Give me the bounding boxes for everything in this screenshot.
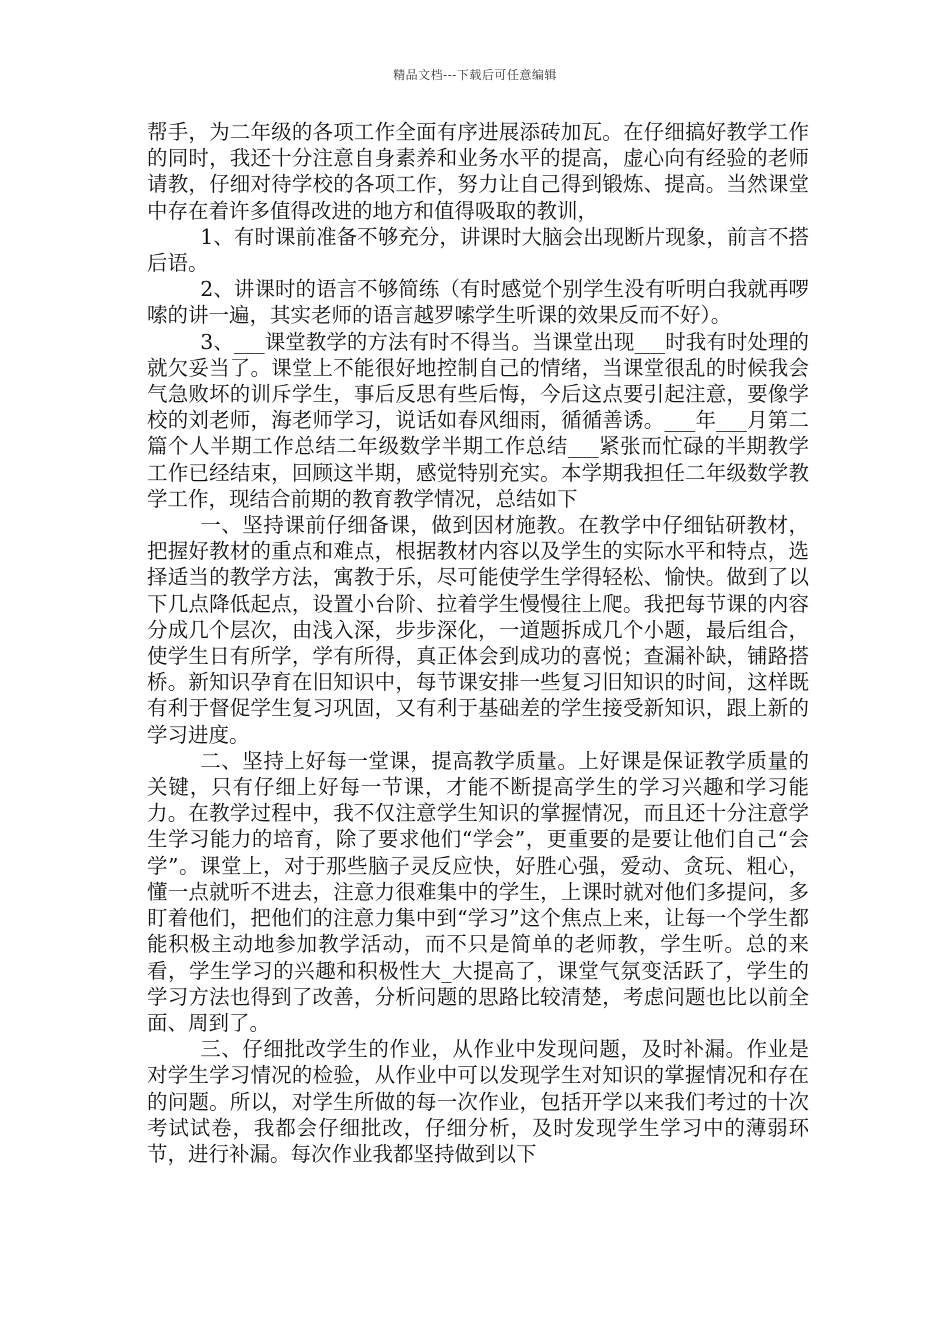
paragraph-intro: 帮手，为二年级的各项工作全面有序进展添砖加瓦。在仔细搞好教学工作的同时，我还十分注意自身素养和业务水平的提高，虚心向有经验的老师请教，仔细对待学校的各项工作，努力让自己得到锻炼、提高。当然课堂中存在着许多值得改进的地方和值得吸取的教训， bbox=[147, 120, 809, 223]
paragraph-point-2: 2、讲课时的语言不够简练（有时感觉个别学生没有听明白我就再啰嗦的讲一遍，其实老师的语言越罗嗦学生听课的效果反而不好）。 bbox=[147, 277, 809, 328]
paragraph-section-3: 三、仔细批改学生的作业，从作业中发现问题，及时补漏。作业是对学生学习情况的检验，从作业中可以发现学生对知识的掌握情况和存在的问题。所以，对学生所做的每一次作业，包括开学以来我们考过的十次考试试卷，我都会仔细批改，仔细分析，及时发现学生学习中的薄弱环节，进行补漏。每次作业我都坚持做到以下 bbox=[147, 1037, 809, 1166]
paragraph-section-2: 二、坚持上好每一堂课，提高教学质量。上好课是保证教学质量的关键，只有仔细上好每一节课，才能不断提高学生的学习兴趣和学习能力。在教学过程中，我不仅注意学生知识的掌握情况，而且还十分注意学生学习能力的培育，除了要求他们“学会”，更重要的是要让他们自己“会学”。课堂上，对于那些脑子灵反应快，好胜心强，爱动、贪玩、粗心，懂一点就听不进去，注意力很难集中的学生，上课时就对他们多提问，多盯着他们，把他们的注意力集中到“学习”这个焦点上来，让每一个学生都能积极主动地参加教学活动，而不只是简单的老师教，学生听。总的来看，学生学习的兴趣和积极性大_大提高了，课堂气氛变活跃了，学生的学习方法也得到了改善，分析问题的思路比较清楚，考虑问题也比以前全面、周到了。 bbox=[147, 748, 809, 1035]
paragraph-section-1: 一、坚持课前仔细备课，做到因材施教。在教学中仔细钻研教材，把握好教材的重点和难点，根据教材内容以及学生的实际水平和特点，选择适当的教学方法，寓教于乐，尽可能使学生学得轻松、愉快。做到了以下几点降低起点，设置小台阶、拉着学生慢慢往上爬。我把每节课的内容分成几个层次，由浅入深，步步深化，一道题拆成几个小题，最后组合，使学生日有所学，学有所得，真正体会到成功的喜悦；查漏补缺，铺路搭桥。新知识孕育在旧知识中，每节课安排一些复习旧知识的时间，这样既有利于督促学生复习巩固，又有利于基础差的学生接受新知识，跟上新的学习进度。 bbox=[147, 513, 809, 747]
paragraph-point-3: 3、___课堂教学的方法有时不得当。当课堂出现___时我有时处理的就欠妥当了。课堂上不能很好地控制自己的情绪，当课堂很乱的时候我会气急败坏的训斥学生，事后反思有些后悔，今后这点要引起注意，要像学校的刘老师，海老师学习，说话如春风细雨，循循善诱。___年___月第二篇个人半期工作总结二年级数学半期工作总结___紧张而忙碌的半期教学工作已经结束，回顾这半期，感觉特别充实。本学期我担任二年级数学教学工作，现结合前期的教育教学情况，总结如下 bbox=[147, 329, 809, 511]
document-body bbox=[147, 119, 809, 1167]
paragraph-point-1: 1、有时课前准备不够充分，讲课时大脑会出现断片现象，前言不搭后语。 bbox=[147, 224, 809, 276]
page-header: 精品文档---下载后可任意编辑 bbox=[393, 68, 557, 82]
